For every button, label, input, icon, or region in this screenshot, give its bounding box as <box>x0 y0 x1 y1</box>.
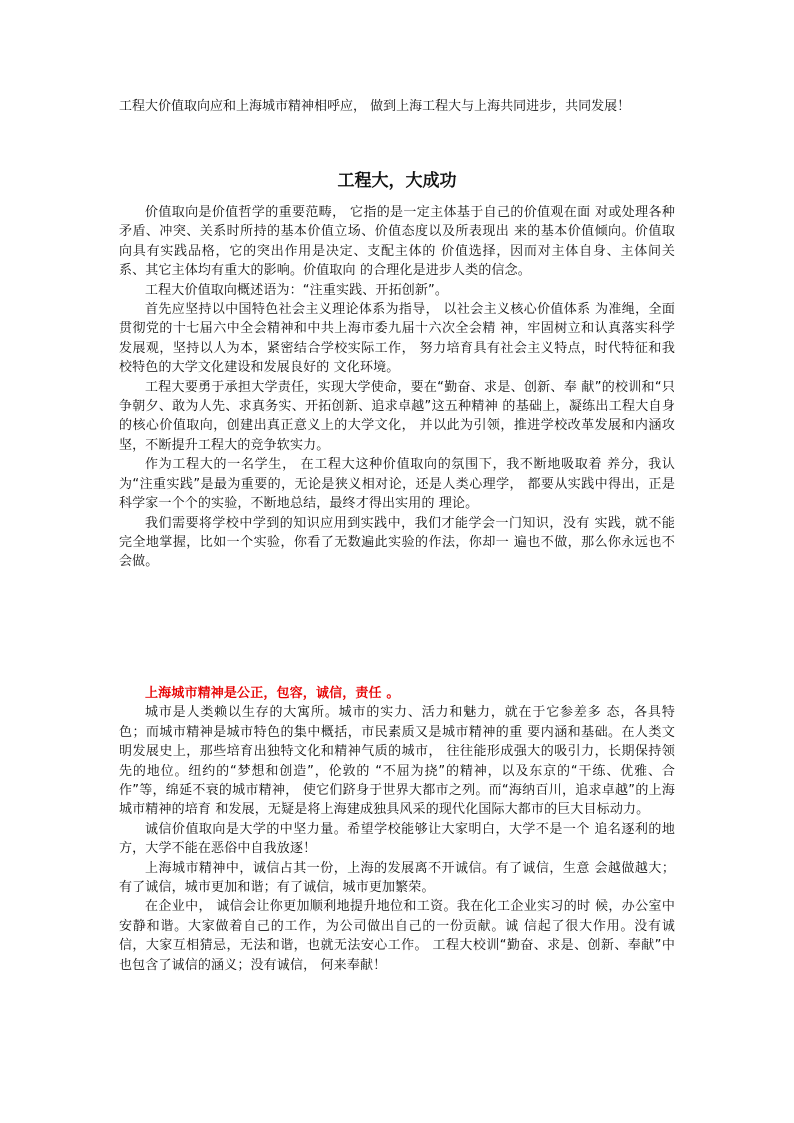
paragraph: 上海城市精神中，诚信占其一份，上海的发展离不开诚信。有了诚信，生意 会越做越大；有了诚信，城市更加和谐；有了诚信，城市更加繁荣。 <box>119 860 675 896</box>
paragraph: 作为工程大的一名学生， 在工程大这种价值取向的氛围下，我不断地吸取着 养分，我认为“注重实践”是最为重要的，无论是狭义相对论，还是人类心理学， 都要从实践中得出，正是科学家一个个的实验，不断地总结，最终才得出实用的 理论。 <box>119 457 675 512</box>
paragraph: 我们需要将学校中学到的知识应用到实践中，我们才能学会一门知识，没有 实践，就不能完全地掌握，比如一个实验，你看了无数遍此实验的作法，你却一 遍也不做，那么你永远也不会做。 <box>119 515 675 570</box>
paragraph: 在企业中， 诚信会让你更加顺利地提升地位和工资。我在化工企业实习的时 候，办公室中安静和谐。大家做着自己的工作，为公司做出自己的一份贡献。诚 信起了很大作用。没有诚信，大家互相猜忌，无法和谐，也就无法安心工作。 工程大校训“勤奋、求是、创新、奉献”中也包含了诚信的涵义；没有诚信， 何来奉献！ <box>119 899 675 973</box>
paragraph: 工程大要勇于承担大学责任，实现大学使命，要在“勤奋、求是、创新、奉 献”的校训和“只争朝夕、敢为人先、求真务实、开拓创新、追求卓越”这五种精神 的基础上，凝练出工程大自身的核心价值取向，创建出真正意义上的大学文化， 并以此为引领，推进学校改革发展和内涵攻坚，不断提升工程大的竞争软实力。 <box>119 379 675 453</box>
section-2-body <box>119 684 675 975</box>
section-title: 工程大，大成功 <box>337 171 457 191</box>
section-1-body <box>119 203 675 572</box>
paragraph: 诚信价值取向是大学的中坚力量。希望学校能够让大家明白，大学不是一个 追名逐利的地方，大学不能在恶俗中自我放逐！ <box>119 821 675 857</box>
paragraph: 价值取向是价值哲学的重要范畴， 它指的是一定主体基于自己的价值观在面 对或处理各种矛盾、冲突、关系时所持的基本价值立场、价值态度以及所表现出 来的基本价值倾向。价值取向具有实践品格，它的突出作用是决定、支配主体的 价值选择，因而对主体自身、主体间关系、其它主体均有重大的影响。价值取向 的合理化是进步人类的信念。 <box>119 205 675 279</box>
section-heading-red: 上海城市精神是公正，包容，诚信，责任 。 <box>145 686 400 701</box>
paragraph: 城市是人类赖以生存的大寓所。城市的实力、活力和魅力，就在于它参差多 态，各具特色；而城市精神是城市特色的集中概括，市民素质又是城市精神的重 要内涵和基础。在人类文明发展史上，那些培育出独特文化和精神气质的城市， 往往能形成强大的吸引力，长期保持领先的地位。纽约的“梦想和创造”，伦敦的 “不屈为挠”的精神，以及东京的“干练、优雅、合作”等，绵延不衰的城市精神， 使它们跻身于世界大都市之列。而“海纳百川，追求卓越”的上海城市精神的培育 和发展，无疑是将上海建成独具风采的现代化国际大都市的巨大目标动力。 <box>119 705 675 818</box>
paragraph: 工程大价值取向概述语为：“注重实践、开拓创新”。 <box>145 282 449 298</box>
paragraph: 首先应坚持以中国特色社会主义理论体系为指导， 以社会主义核心价值体系 为准绳，全面贯彻党的十七届六中全会精神和中共上海市委九届十六次全会精 神，牢固树立和认真落实科学发展观，坚持以人为本，紧密结合学校实际工作， 努力培育具有社会主义特点，时代特征和我校特色的大学文化建设和发展良好的 文化环境。 <box>119 302 675 376</box>
intro-line: 工程大价值取向应和上海城市精神相呼应， 做到上海工程大与上海共同进步，共同发展！ <box>119 99 631 114</box>
